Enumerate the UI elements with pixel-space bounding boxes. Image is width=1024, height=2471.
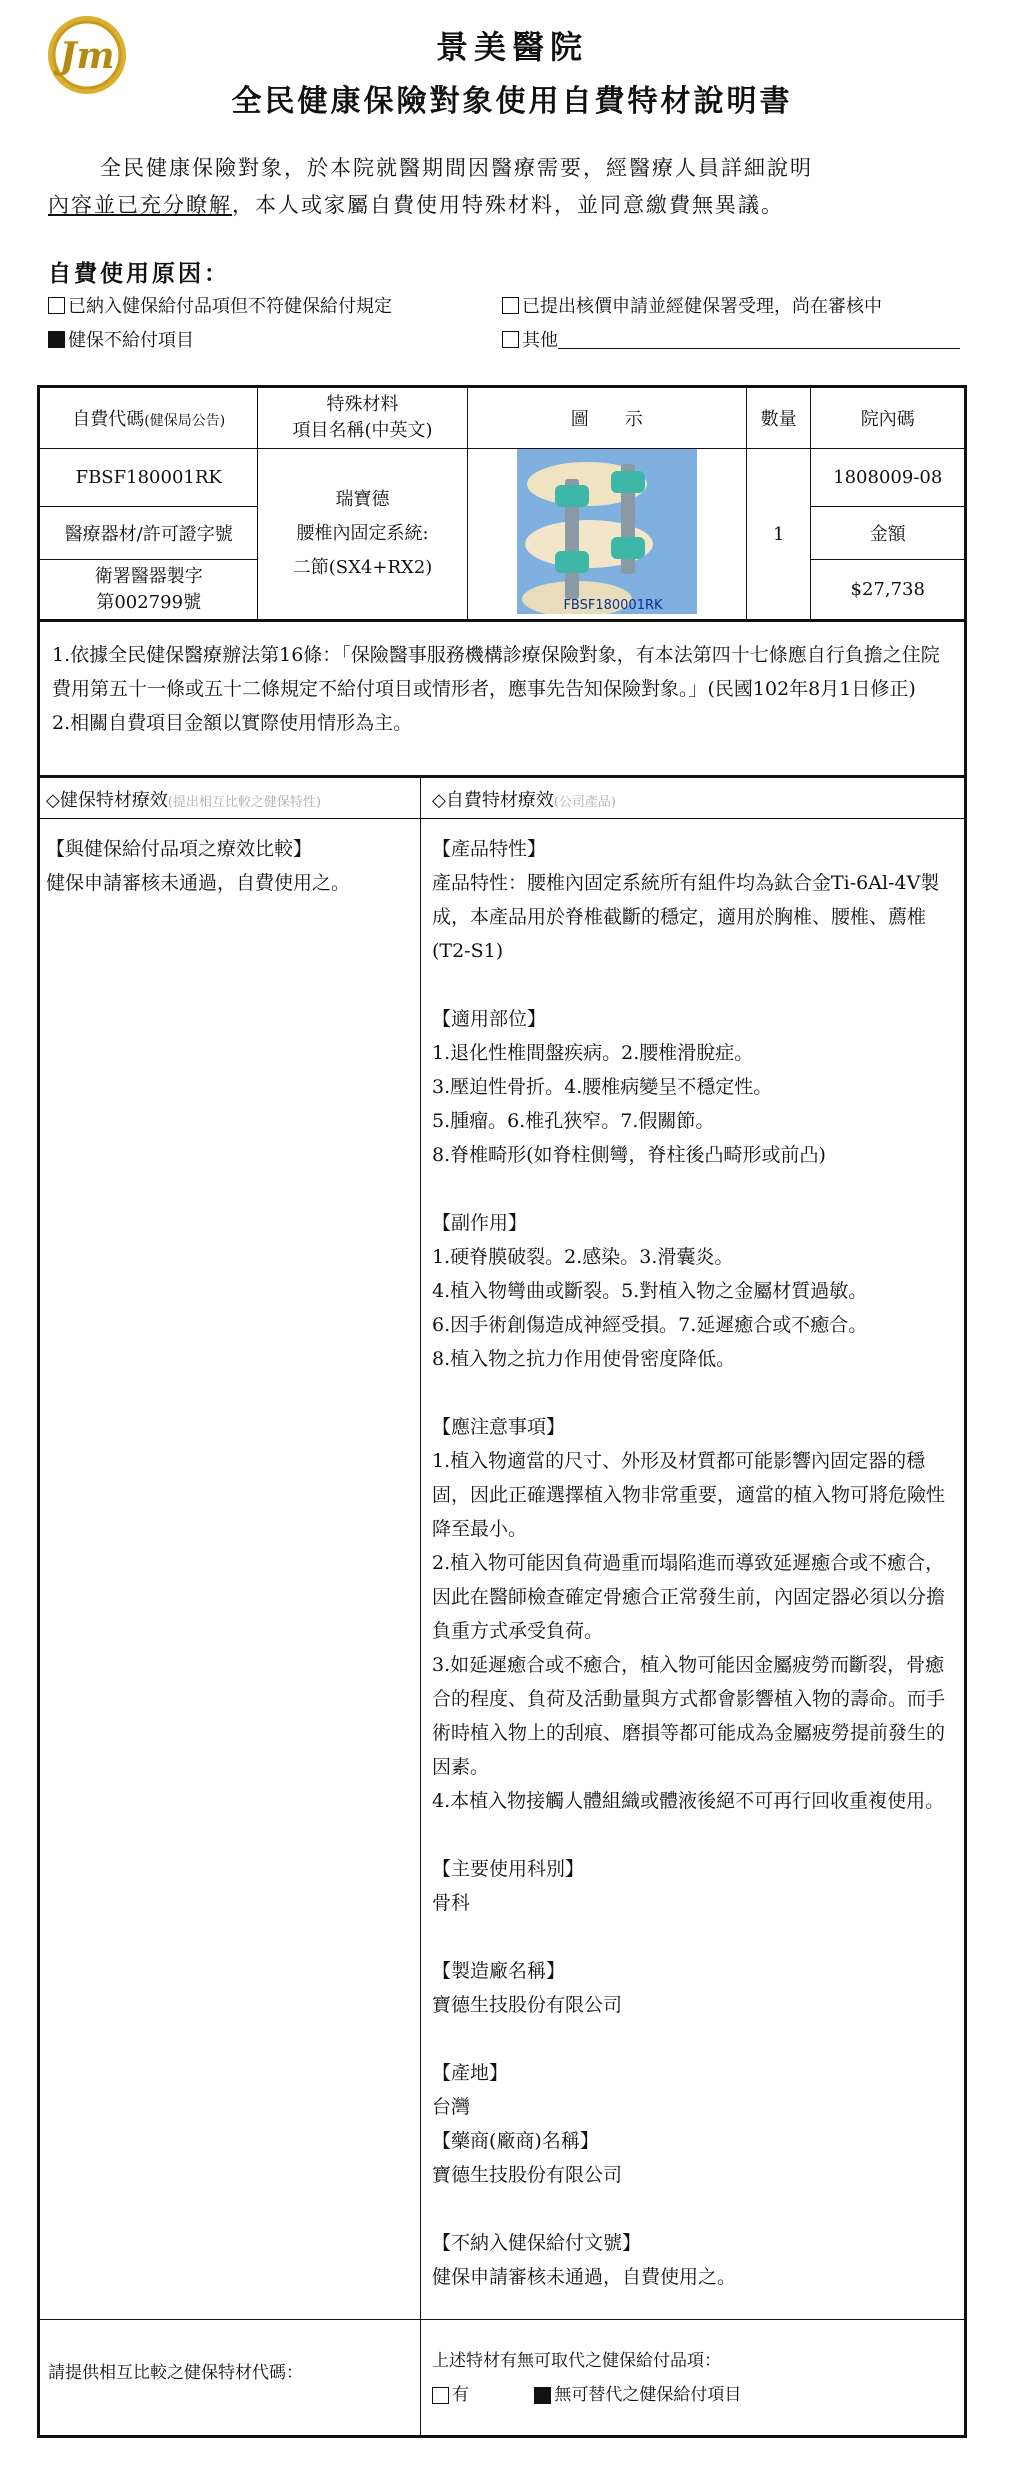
reason-heading: 自費使用原因：	[48, 260, 230, 287]
section-title-manufacturer: 【製造廠名稱】	[432, 1960, 566, 1982]
precaution-item: 2.植入物可能因負荷過重而塌陷進而導致延遲癒合或不癒合，因此在醫師檢查確定骨癒合正常發生前，內固定器必須以分擔負重方式承受負荷。	[432, 1552, 946, 1642]
header-qty: 數量	[746, 387, 811, 449]
precaution-item: 4.本植入物接觸人體組織或體液後絕不可再行回收重複使用。	[432, 1790, 945, 1812]
regulation-notes	[37, 620, 967, 778]
section-body-origin: 台灣	[432, 2096, 471, 2118]
section-title-indications: 【適用部位】	[432, 1008, 547, 1030]
footer-question: 上述特材有無可取代之健保給付品項：	[432, 2351, 721, 2371]
precaution-item: 1.植入物適當的尺寸、外形及材質都可能影響內固定器的穩固，因此正確選擇植入物非常重要，適當的植入物可將危險性降至最小。	[432, 1450, 946, 1540]
option-no-substitute[interactable]: 無可替代之健保給付項目	[534, 2378, 741, 2412]
section-body-exclusion: 健保申請審核未通過，自費使用之。	[432, 2266, 737, 2288]
section-title-exclusion: 【不納入健保給付文號】	[432, 2232, 642, 2254]
amount-label: 金額	[811, 506, 966, 560]
license-value: 衛署醫器製字 第002799號	[39, 560, 258, 621]
side-effect-line: 6.因手術創傷造成神經受損。7.延遲癒合或不癒合。	[432, 1314, 868, 1336]
spine-implant-image	[517, 449, 697, 614]
indication-line: 8.脊椎畸形(如脊柱側彎，脊柱後凸畸形或前凸)	[432, 1144, 826, 1166]
section-body-department: 骨科	[432, 1892, 471, 1914]
section-title-department: 【主要使用科別】	[432, 1858, 585, 1880]
indication-line: 5.腫瘤。6.椎孔狹窄。7.假關節。	[432, 1110, 715, 1132]
header-item: 特殊材料 項目名稱(中英文)	[258, 387, 467, 449]
header-divider	[40, 818, 964, 819]
option-yes[interactable]: 有	[432, 2378, 469, 2412]
license-label: 醫療器材/許可證字號	[39, 506, 258, 560]
checkbox-checked[interactable]	[534, 2387, 551, 2404]
checkbox[interactable]	[502, 331, 519, 348]
checkbox[interactable]	[502, 297, 519, 314]
hospital-name: 景美醫院	[435, 28, 588, 66]
side-effect-line: 4.植入物彎曲或斷裂。5.對植入物之金屬材質過敏。	[432, 1280, 868, 1302]
left-body: 健保申請審核未通過，自費使用之。	[46, 872, 351, 894]
regulation-item-1: 1.依據全民健保醫療辦法第16條：「保險醫事服務機構診療保險對象，有本法第四十七條應自行負擔之住院費用第五十一條或五十二條規定不給付項目或情形者，應事先告知保險對象。」(民國102年8月1日修正)	[52, 644, 940, 700]
column-divider	[420, 778, 421, 2435]
intro-underlined: 內容並已充分瞭解	[48, 193, 232, 217]
indication-line: 3.壓迫性骨折。4.腰椎病變呈不穩定性。	[432, 1076, 773, 1098]
side-effect-line: 8.植入物之抗力作用使骨密度降低。	[432, 1348, 736, 1370]
svg-text:FBSF180001RK: FBSF180001RK	[563, 598, 663, 613]
footer-right	[432, 2344, 801, 2416]
side-effect-line: 1.硬脊膜破裂。2.感染。3.滑囊炎。	[432, 1246, 734, 1268]
section-title-precautions: 【應注意事項】	[432, 1416, 566, 1438]
checkbox-checked[interactable]	[48, 331, 65, 348]
comparison-section	[37, 778, 967, 2438]
right-column-header: ◇自費特材療效(公司產品)	[432, 790, 616, 811]
precaution-item: 3.如延遲癒合或不癒合，植入物可能因金屬疲勞而斷裂，骨癒合的程度、負荷及活動量與方式都會影響植入物的壽命。而手術時植入物上的刮痕、磨損等都可能成為金屬疲勞提前發生的因素。	[432, 1654, 946, 1778]
section-body-vendor: 寶德生技股份有限公司	[432, 2164, 623, 2186]
checkbox[interactable]	[432, 2387, 449, 2404]
qty-value: 1	[746, 449, 811, 621]
footer-divider	[40, 2319, 964, 2320]
section-title-features: 【產品特性】	[432, 838, 547, 860]
section-title-vendor: 【藥商(廠商)名稱】	[432, 2130, 599, 2152]
other-blank-line[interactable]	[558, 330, 960, 349]
svg-text:Jm: Jm	[59, 35, 115, 77]
header-image: 圖 示	[467, 387, 746, 449]
left-column-content	[46, 832, 416, 900]
reason-option-2[interactable]: 已提出核價申請並經健保署受理，尚在審核中	[502, 292, 882, 318]
reason-option-3[interactable]: 健保不給付項目	[48, 326, 194, 352]
header-code: 自費代碼(健保局公告)	[39, 387, 258, 449]
left-title: 【與健保給付品項之療效比較】	[46, 838, 313, 860]
right-column-content	[432, 832, 962, 2294]
reason-option-4[interactable]: 其他	[502, 326, 960, 352]
product-image-cell	[467, 449, 746, 621]
material-table	[37, 385, 967, 622]
document-title: 全民健康保險對象使用自費特材說明書	[231, 84, 793, 119]
footer-left-prompt: 請提供相互比較之健保特材代碼：	[48, 2363, 303, 2383]
section-body-features: 產品特性：腰椎內固定系統所有組件均為鈦合金Ti-6Al-4V製成，本產品用於脊椎截斷的穩定，適用於胸椎、腰椎、薦椎(T2-S1)	[432, 872, 940, 962]
item-name: 瑞寶德 腰椎內固定系統: 二節(SX4+RX2)	[258, 449, 467, 621]
section-title-origin: 【產地】	[432, 2062, 509, 2084]
hosp-code-value: 1808009-08	[811, 449, 966, 507]
code-value: FBSF180001RK	[39, 449, 258, 507]
reason-option-1[interactable]: 已納入健保給付品項但不符健保給付規定	[48, 292, 392, 318]
intro-line1: 全民健康保險對象，於本院就醫期間因醫療需要，經醫療人員詳細說明	[100, 156, 813, 180]
intro-line2: ，本人或家屬自費使用特殊材料，並同意繳費無異議。	[232, 193, 784, 217]
amount-value: $27,738	[811, 560, 966, 621]
indication-line: 1.退化性椎間盤疾病。2.腰椎滑脫症。	[432, 1042, 754, 1064]
left-column-header: ◇健保特材療效(提出相互比較之健保特性)	[46, 790, 321, 811]
header-hosp-code: 院內碼	[811, 387, 966, 449]
regulation-item-2: 2.相關自費項目金額以實際使用情形為主。	[52, 712, 413, 734]
intro-paragraph	[48, 150, 978, 224]
section-body-manufacturer: 寶德生技股份有限公司	[432, 1994, 623, 2016]
checkbox[interactable]	[48, 297, 65, 314]
section-title-side-effects: 【副作用】	[432, 1212, 528, 1234]
